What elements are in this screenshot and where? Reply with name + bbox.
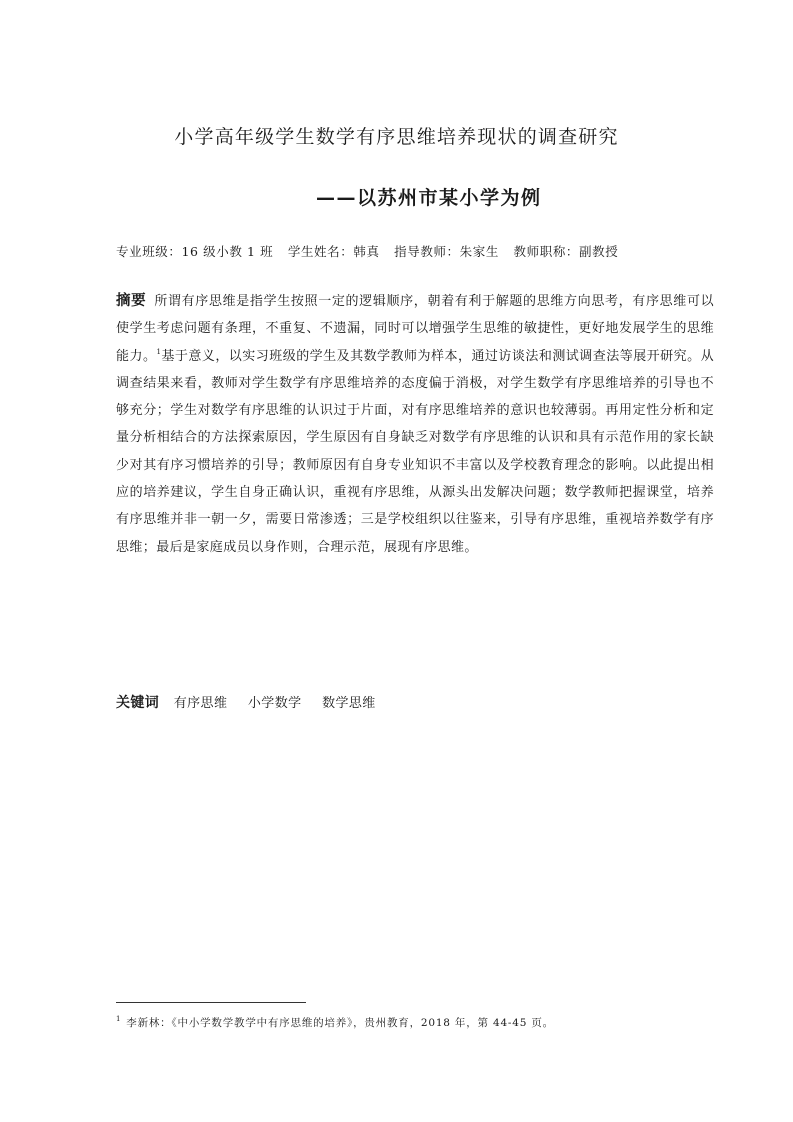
footnote-number: 1: [116, 1015, 122, 1023]
author-info: [116, 242, 716, 260]
keyword-item: 有序思维: [173, 696, 228, 711]
footnote-divider: [116, 1002, 306, 1003]
footnote-reference[interactable]: 1: [156, 347, 162, 356]
paper-title: 小学高年级学生数学有序思维培养现状的调查研究: [174, 126, 619, 148]
keywords-label: 关键词: [116, 695, 160, 711]
advisor-rank: 教师职称：副教授: [513, 244, 619, 259]
class-info: 专业班级：16 级小教 1 班: [116, 244, 274, 259]
student-name: 学生姓名：韩真: [287, 244, 380, 259]
footnote: [116, 1015, 554, 1030]
abstract: [116, 288, 714, 561]
keywords: [116, 692, 392, 712]
paper-subtitle: ——以苏州市某小学为例: [316, 187, 542, 209]
abstract-text-part2: 基于意义，以实习班级的学生及其数学教师为样本，通过访谈法和测试调查法等展开研究。从调查结果来看，教师对学生数学有序思维培养的态度偏于消极，对学生数学有序思维培养的引导也不够充分；学生对数学有序思维的认识过于片面，对有序思维培养的意识也较薄弱。再用定性分析和定量分析相结合的方法探索原因，学生原因有自身缺乏对数学有序思维的认识和具有示范作用的家长缺少对其有序习惯培养的引导；教师原因有自身专业知识不丰富以及学校教育理念的影响。以此提出相应的培养建议，学生自身正确认识，重视有序思维，从源头出发解决问题；数学教师把握课堂，培养有序思维并非一朝一夕，需要日常渗透；三是学校组织以往鉴来，引导有序思维，重视培养数学有序思维；最后是家庭成员以身作则，合理示范，展现有序思维。: [116, 348, 715, 555]
abstract-label: 摘要: [116, 293, 147, 309]
keyword-item: 数学思维: [322, 696, 376, 711]
footnote-text: 李新林：《中小学数学教学中有序思维的培养》，贵州教育，2018 年，第 44-45 页。: [126, 1017, 554, 1029]
advisor-name: 指导教师：朱家生: [394, 244, 499, 259]
keyword-item: 小学数学: [247, 696, 302, 711]
abstract-text-part1: 所谓有序思维是指学生按照一定的逻辑顺序，朝着有利于解题的思维方向思考，有序思维可以使学生考虑问题有条理，不重复、不遗漏，同时可以增强学生思维的敏捷性，更好地发展学生的思维能力。: [116, 294, 714, 364]
